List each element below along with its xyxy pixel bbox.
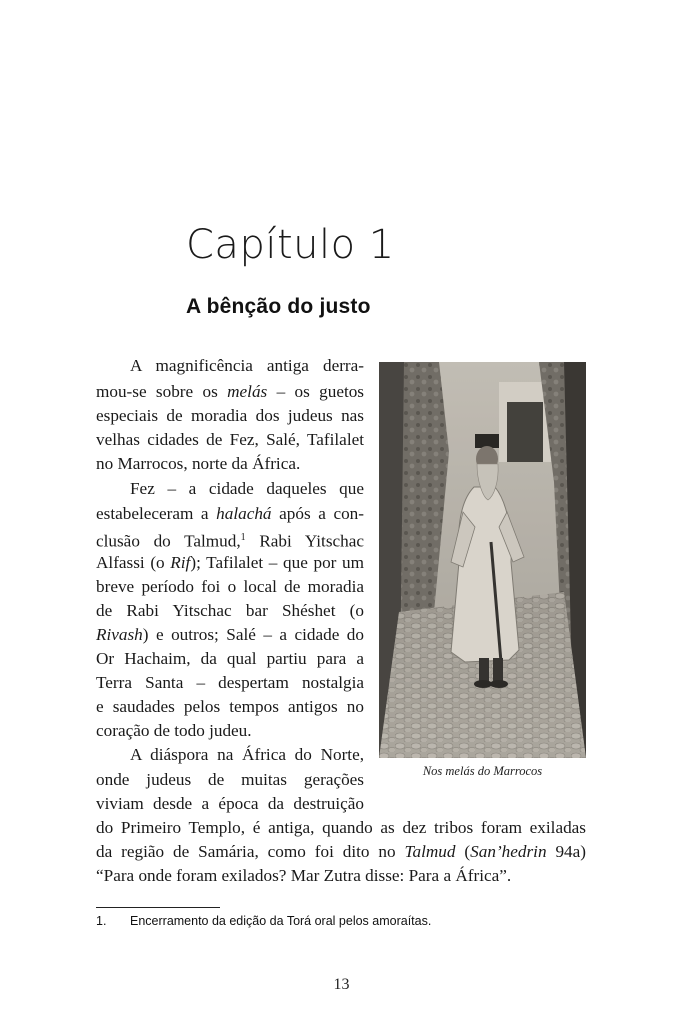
italic-term: San’hedrin (470, 842, 547, 861)
footnote (96, 914, 431, 928)
body-line: Rivash) e outros; Salé – a cidade do (96, 625, 364, 644)
body-line: no Marrocos, norte da África. (96, 454, 301, 473)
body-line: clusão do Talmud,$^1$ Rabi Yitschac (96, 531, 364, 551)
body-line: onde judeus de muitas gerações (96, 770, 364, 789)
body-line: do Primeiro Templo, é antiga, quando as dez tribos foram exiladas (96, 818, 586, 837)
body-line: estabeleceram a halachá após a con- (96, 504, 364, 523)
italic-term: melás (227, 382, 268, 401)
footnote-number: 1. (96, 914, 107, 928)
italic-term: Rivash (96, 625, 143, 644)
chapter-title: Capítulo 1 (186, 222, 395, 268)
body-line: “Para onde foram exilados? Mar Zutra disse: Para a África”. (96, 866, 512, 885)
body-line: mou-se sobre os melás – os guetos (96, 382, 365, 401)
page-number: 13 (333, 976, 350, 993)
body-line: Or Hachaim, da qual partiu para a (96, 649, 364, 668)
italic-term: Rif (170, 553, 191, 572)
italic-term: halachá (216, 504, 272, 523)
body-line: especiais de moradia dos judeus nas (96, 406, 364, 425)
body-line: viviam desde a época da destruição (96, 794, 364, 813)
body-line: Alfassi (o Rif); Tafilalet – que por um (96, 553, 364, 572)
footnote-text: Encerramento da edição da Torá oral pelos amoraítas. (130, 914, 432, 928)
footnote-marker: 1 (240, 532, 246, 543)
body-line: da região de Samária, como foi dito no Talmud (San’hedrin 94a) (96, 842, 587, 861)
body-line: A diáspora na África do Norte, (130, 745, 364, 764)
photo-illustration (379, 362, 586, 758)
body-line: breve período foi o local de moradia (96, 577, 364, 596)
body-line: velhas cidades de Fez, Salé, Tafilalet (96, 430, 364, 449)
body-line: e saudades pelos tempos antigos no (96, 697, 364, 716)
body-line: coração de todo judeu. (96, 721, 252, 740)
photo-caption: Nos melás do Marrocos (422, 764, 543, 778)
historical-photograph (379, 362, 586, 758)
body-line: A magnificência antiga derra- (130, 356, 364, 375)
footnote-divider (96, 907, 220, 908)
italic-term: Talmud (404, 842, 456, 861)
chapter-subtitle: A bênção do justo (186, 295, 371, 318)
body-line: Terra Santa – despertam nostalgia (96, 673, 364, 692)
body-line: de Rabi Yitschac bar Shéshet (o (96, 601, 364, 620)
body-line: Fez – a cidade daqueles que (130, 479, 364, 498)
